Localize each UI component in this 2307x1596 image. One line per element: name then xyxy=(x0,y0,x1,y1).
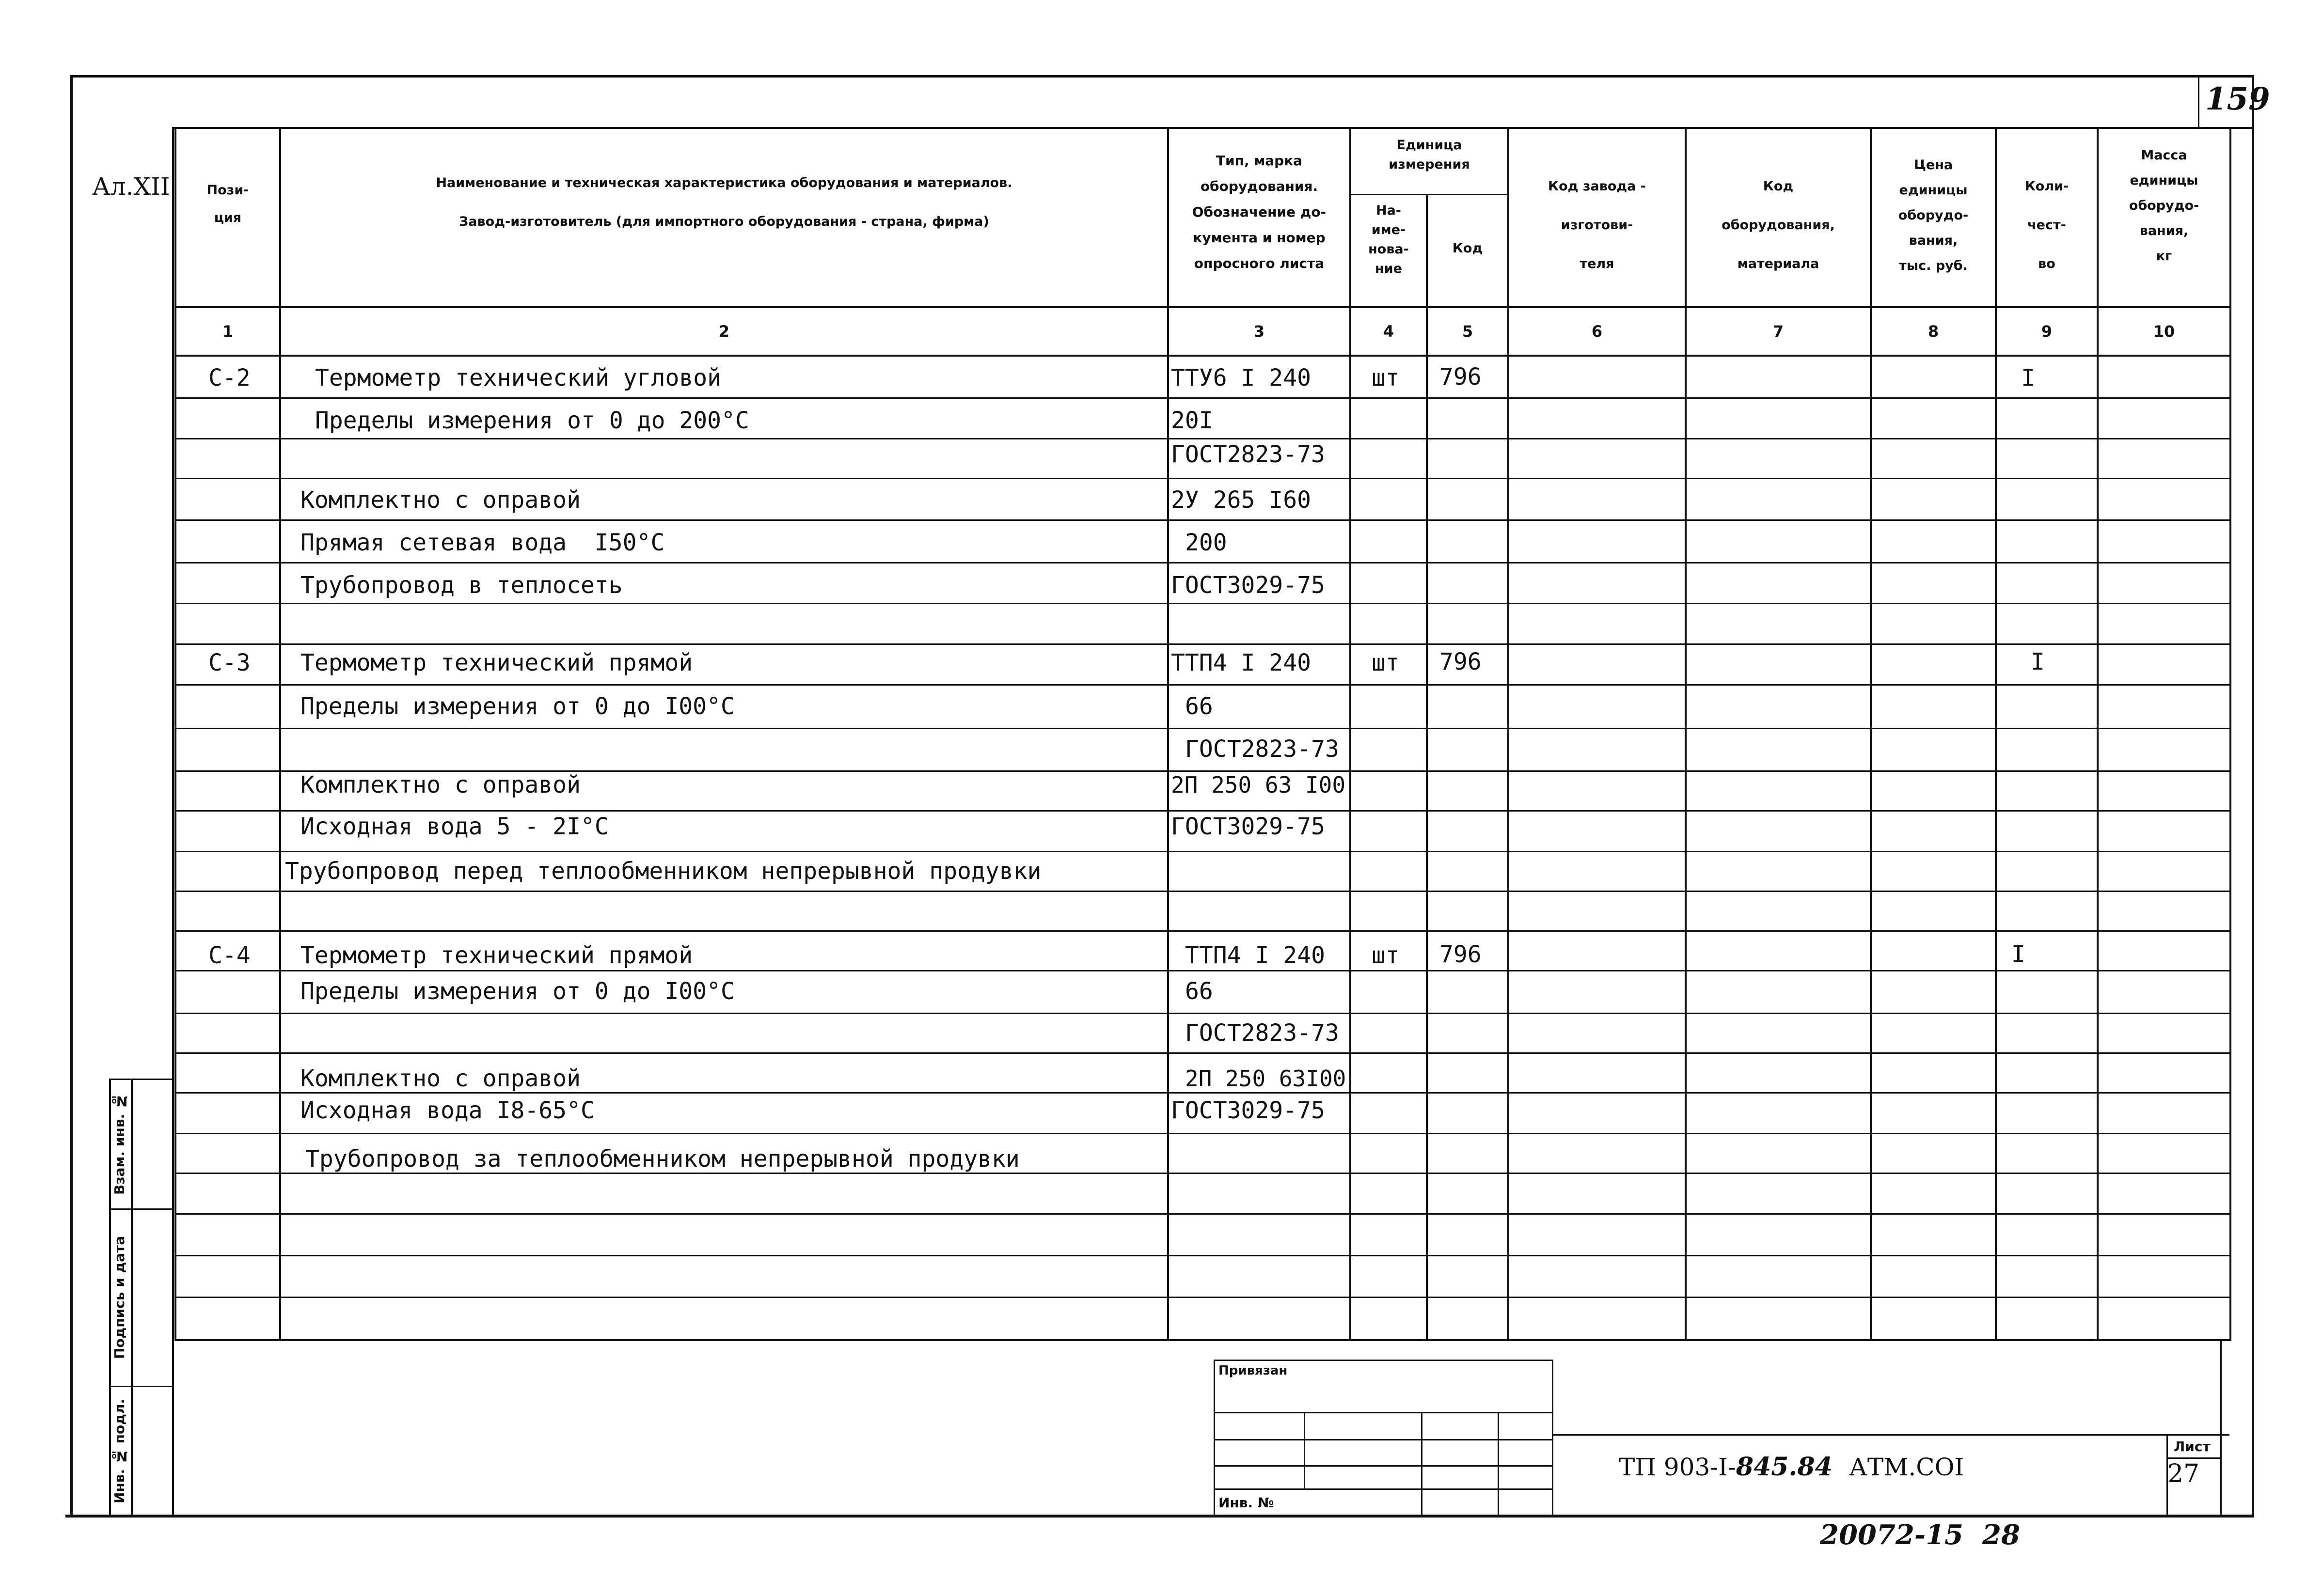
row-line xyxy=(174,519,2231,521)
row-line xyxy=(174,851,2231,852)
side-strip-right xyxy=(131,1079,133,1517)
row-line xyxy=(174,643,2231,645)
colnum-9: 9 xyxy=(2041,322,2053,341)
row-8-qty: I xyxy=(2031,648,2045,675)
row-8-position: С-3 xyxy=(208,649,251,676)
row-line xyxy=(174,1213,2231,1215)
row-1-code: 796 xyxy=(1439,363,1482,391)
row-line xyxy=(174,1255,2231,1256)
col-line-3 xyxy=(1349,127,1351,1341)
row-11-name: Комплектно с оправой xyxy=(300,771,581,798)
frame-left xyxy=(70,75,73,1517)
row-16-name: Пределы измерения от 0 до I00°С xyxy=(300,978,735,1005)
side-label-signature-date: Подпись и дата xyxy=(111,1236,127,1360)
row-8-unit: шт xyxy=(1372,649,1400,676)
privyazan-box-top xyxy=(1214,1360,1553,1361)
footer-handwritten-note: 20072-15 28 xyxy=(1820,1519,2020,1551)
privyazan-box-left xyxy=(1214,1360,1215,1517)
colnum-bottom-line xyxy=(174,355,2231,357)
document-code xyxy=(1619,1453,1833,1482)
side-strip-left xyxy=(109,1079,111,1517)
header-unit: Единица измерения xyxy=(1389,138,1470,172)
row-8-name: Термометр технический прямой xyxy=(300,649,693,676)
row-line xyxy=(174,438,2231,439)
col-line-2 xyxy=(1167,127,1169,1341)
side-label-replace-inv: Взам. инв. № xyxy=(111,1093,127,1195)
inv-no-label: Инв. № xyxy=(1218,1495,1274,1511)
row-line xyxy=(174,891,2231,892)
col-line-6 xyxy=(1685,127,1687,1341)
colnum-2: 2 xyxy=(718,322,730,341)
page-number-handwritten: 159 xyxy=(2205,81,2270,117)
list-label: Лист xyxy=(2174,1439,2211,1455)
row-line xyxy=(174,603,2231,604)
colnum-6: 6 xyxy=(1591,322,1603,341)
row-line xyxy=(174,1013,2231,1014)
row-1-position: С-2 xyxy=(208,364,251,391)
row-line xyxy=(174,810,2231,812)
row-18-type: 2П 250 63I00 xyxy=(1185,1065,1346,1092)
row-4-name: Комплектно с оправой xyxy=(300,486,581,514)
row-15-qty: I xyxy=(2011,941,2025,968)
frame-bottom xyxy=(65,1515,2254,1518)
row-line xyxy=(174,1297,2231,1298)
privyazan-row-4 xyxy=(1214,1488,1553,1490)
colnum-8: 8 xyxy=(1928,322,1939,341)
colnum-7: 7 xyxy=(1772,322,1784,341)
col-line-10 xyxy=(2229,127,2231,1341)
table-bottom-line xyxy=(174,1339,2231,1341)
row-9-name: Пределы измерения от 0 до I00°С xyxy=(300,693,735,720)
row-8-code: 796 xyxy=(1439,648,1482,675)
row-line xyxy=(174,970,2231,971)
row-20-name: Трубопровод за теплообменником непрерывной продувки xyxy=(305,1145,1020,1173)
row-1-unit: шт xyxy=(1372,364,1400,391)
row-16-type: 66 xyxy=(1185,978,1213,1005)
row-19-type: ГОСТ3029-75 xyxy=(1171,1097,1325,1124)
col-line-4 xyxy=(1426,194,1428,1341)
row-17-type: ГОСТ2823-73 xyxy=(1185,1019,1339,1047)
colnum-3: 3 xyxy=(1253,322,1265,341)
row-15-name: Термометр технический прямой xyxy=(300,942,693,969)
row-line xyxy=(174,478,2231,479)
row-line xyxy=(174,728,2231,729)
colnum-10: 10 xyxy=(2153,322,2175,341)
col-line-9 xyxy=(2097,127,2099,1341)
header-equipment-code: Код оборудования, материала xyxy=(1722,179,1835,271)
colnum-5: 5 xyxy=(1462,322,1473,341)
frame-right xyxy=(2252,75,2254,1518)
row-19-name: Исходная вода I8-65°С xyxy=(300,1097,595,1124)
inner-frame-top xyxy=(172,127,2254,129)
col-line-5 xyxy=(1507,127,1509,1341)
row-8-type: ТТП4 I 240 xyxy=(1171,649,1311,676)
row-15-unit: шт xyxy=(1372,942,1400,969)
list-box-sep xyxy=(2166,1457,2221,1459)
header-position: Пози- ция xyxy=(206,183,249,225)
row-12-type: ГОСТ3029-75 xyxy=(1171,813,1325,840)
row-line xyxy=(174,930,2231,932)
row-line xyxy=(174,1133,2231,1134)
document-mark: АТМ.СОI xyxy=(1849,1453,1964,1481)
privyazan-col-3 xyxy=(1498,1412,1499,1517)
side-strip-sep-2 xyxy=(109,1386,174,1387)
header-unit-code: Код xyxy=(1452,241,1483,256)
header-sub-line xyxy=(1349,194,1507,195)
row-18-name: Комплектно с оправой xyxy=(300,1065,581,1092)
row-line xyxy=(174,1052,2231,1054)
header-mass: Масса единицы оборудо- вания, кг xyxy=(2129,148,2199,264)
header-type: Тип, марка оборудования. Обозначение до- кумента и номер опросного листа xyxy=(1192,153,1327,271)
row-line xyxy=(174,562,2231,563)
privyazan-row-1 xyxy=(1214,1412,1553,1413)
document-code-prefix: ТП 903-I- xyxy=(1619,1453,1736,1481)
colnum-1: 1 xyxy=(222,322,234,341)
list-number: 27 xyxy=(2167,1459,2200,1488)
row-1-qty: I xyxy=(2021,364,2035,391)
side-strip-sep-1 xyxy=(109,1208,174,1210)
col-line-8 xyxy=(1995,127,1997,1341)
header-bottom-line xyxy=(174,306,2231,308)
privyazan-col-2 xyxy=(1421,1412,1422,1517)
pagenum-box-left xyxy=(2198,75,2199,127)
row-3-type: ГОСТ2823-73 xyxy=(1171,441,1325,468)
row-6-type: ГОСТ3029-75 xyxy=(1171,572,1325,599)
colnum-4: 4 xyxy=(1383,322,1394,341)
header-price: Цена единицы оборудо- вания, тыс. руб. xyxy=(1898,157,1969,273)
row-6-name: Трубопровод в теплосеть xyxy=(300,572,623,599)
privyazan-col-1 xyxy=(1304,1412,1305,1488)
document-code-handwritten: 845.84 xyxy=(1736,1452,1833,1482)
row-2-type: 20I xyxy=(1171,407,1213,434)
header-quantity: Коли- чест- во xyxy=(2024,179,2069,271)
row-11-type: 2П 250 63 I00 xyxy=(1171,772,1346,798)
stamp-top-line xyxy=(1553,1434,2229,1436)
row-15-code: 796 xyxy=(1439,941,1482,968)
row-4-type: 2У 265 I60 xyxy=(1171,486,1311,514)
row-5-name: Прямая сетевая вода I50°С xyxy=(300,529,665,556)
row-15-type: ТТП4 I 240 xyxy=(1185,942,1325,969)
header-unit-name: На- име- нова- ние xyxy=(1368,203,1409,276)
row-15-position: С-4 xyxy=(208,942,251,969)
frame-top xyxy=(70,75,2254,78)
privyazan-box-right xyxy=(1552,1360,1553,1517)
side-label-inv-original: Инв. № подл. xyxy=(111,1399,127,1503)
header-name: Наименование и техническая характеристика оборудования и материалов. Завод-изготовитель (для импортного оборудования - страна, фирма) xyxy=(436,175,1012,229)
side-strip-top xyxy=(109,1079,174,1080)
inner-frame-left xyxy=(172,127,174,1518)
row-10-type: ГОСТ2823-73 xyxy=(1185,735,1339,763)
sheet-mark: Ал.XII xyxy=(92,172,170,201)
col-line-0 xyxy=(174,127,176,1341)
row-5-type: 200 xyxy=(1185,529,1227,556)
stamp-right-line xyxy=(2220,1340,2222,1517)
col-line-7 xyxy=(1870,127,1872,1341)
privyazan-row-3 xyxy=(1214,1465,1553,1467)
row-1-type: ТТУ6 I 240 xyxy=(1171,364,1311,391)
row-2-name: Пределы измерения от 0 до 200°С xyxy=(315,407,749,434)
privyazan-row-2 xyxy=(1214,1439,1553,1440)
row-line xyxy=(174,397,2231,399)
row-1-name: Термометр технический угловой xyxy=(315,364,722,391)
row-9-type: 66 xyxy=(1185,693,1213,720)
row-12-name: Исходная вода 5 - 2I°С xyxy=(300,813,609,840)
header-factory-code: Код завода - изготови- теля xyxy=(1548,179,1646,271)
privyazan-label: Привязан xyxy=(1218,1363,1288,1378)
col-line-1 xyxy=(279,127,281,1341)
row-13-name: Трубопровод перед теплообменником непрерывной продувки xyxy=(285,858,1042,885)
row-line xyxy=(174,684,2231,686)
